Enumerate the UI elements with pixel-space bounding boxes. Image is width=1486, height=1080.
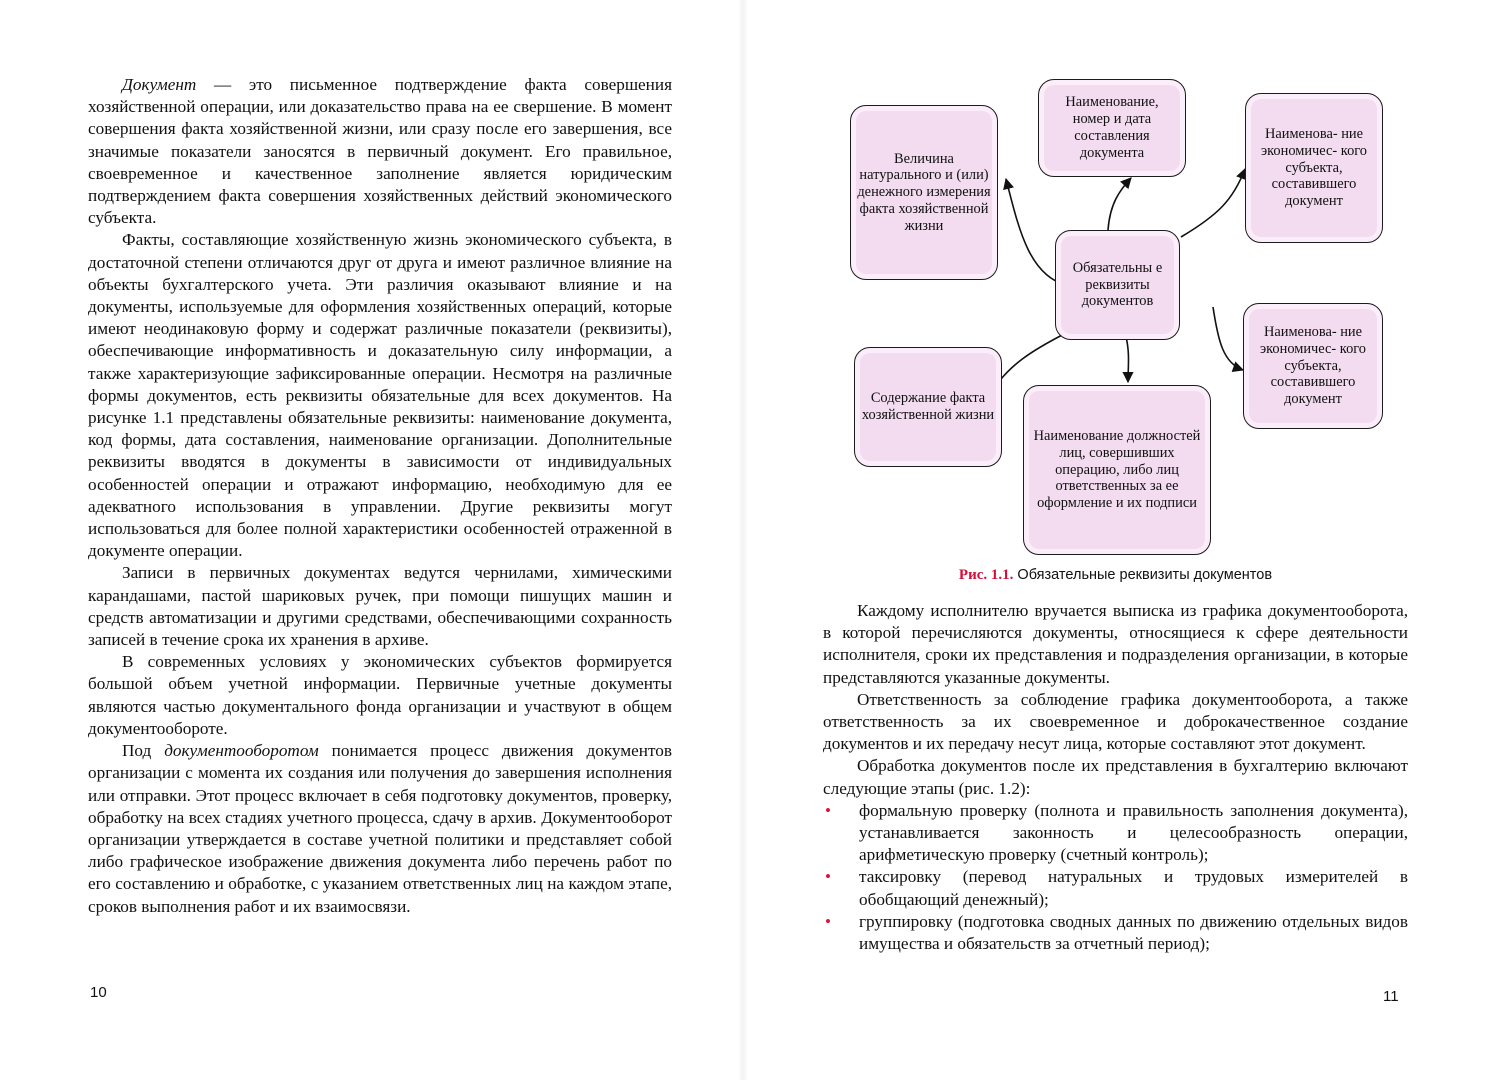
figure-label: Рис. 1.1.: [958, 567, 1014, 583]
arrow-to-bottom-left: [991, 333, 1066, 393]
paragraph-processing-stages: Обработка документов после их представления в бухгалтерию включают следующие этапы (рис. 1.2):: [823, 756, 1408, 798]
arrow-to-mid-right: [1213, 307, 1243, 370]
bullet-icon: •: [825, 911, 831, 931]
box-responsible-persons: Наименование должностей лиц, совершивших операцию, либо лиц ответственных за ее оформление и их подписи: [1023, 385, 1211, 555]
box-measurement-value: Величина натурального и (или) денежного измерения факта хозяйственной жизни: [850, 105, 998, 280]
left-text-column: [88, 74, 672, 918]
processing-stages-list: [823, 800, 1408, 955]
box-economic-entity-top: Наименова- ние экономичес- кого субъекта, составившего документ: [1245, 93, 1383, 243]
paragraph-document-flow: Под документооборотом понимается процесс движения документов организации с момента их создания или получения до завершения исполнения или отправки. Этот процесс включает в себя подготовку документов, проверку, обработку на всех стадиях учетного процесса, сдачу в архив. Документооборот организации утверждается в составе учетной политики и представляет собой либо графическое изображение движения документа либо перечень работ по его составлению и обработке, с указанием ответственных лиц на каждом этапе, сроков выполнения работ и их взаимосвязи.: [88, 741, 672, 916]
arrow-to-top-right: [1181, 169, 1245, 237]
box-fact-content: Содержание факта хозяйственной жизни: [854, 347, 1002, 467]
paragraph-records: Записи в первичных документах ведутся чернилами, химическими карандашами, пастой шариковых ручек, при помощи пишущих машин и средств автоматизации и другими средствами, обеспечивающими сохранность записей в течение срока их хранения в архиве.: [88, 563, 672, 650]
list-item: • группировку (подготовка сводных данных по движению отдельных видов имущества и обязательств за отчетный период);: [825, 911, 1408, 954]
required-attributes-diagram: [838, 75, 1393, 583]
term-document: Документ: [122, 75, 197, 94]
figure-caption: Рис. 1.1. Обязательные реквизиты документов: [958, 567, 1273, 583]
box-required-attributes-center: Обязательны е реквизиты документов: [1055, 230, 1180, 340]
term-document-flow: документооборотом: [164, 741, 319, 761]
page-number-right: 11: [1383, 988, 1399, 1005]
paragraph-modern-conditions: В современных условиях у экономических субъектов формируется большой объем учетной информации. Первичные учетные документы являются частью документального фонда организации и участвуют в общем документообороте.: [88, 652, 672, 738]
box-document-name-number-date: Наименование, номер и дата составления документа: [1038, 79, 1186, 177]
bullet-icon: •: [825, 867, 831, 887]
list-item: • таксировку (перевод натуральных и трудовых измерителей в обобщающий денежный);: [825, 867, 1408, 909]
bullet-icon: •: [825, 800, 831, 820]
arrow-to-bottom-center: [1126, 337, 1129, 382]
paragraph-document-definition: Документ — это письменное подтверждение факта совершения хозяйственной операции, или доказательство права на ее свершение. В момент совершения факта хозяйственной жизни, или сразу после его завершения, все значимые показатели заносятся в первичный документ. Его правильное, своевременное и качественное заполнение является юридическим подтверждением факта совершения хозяйственных действий экономического субъекта.: [88, 75, 672, 228]
box-economic-entity-right: Наименова- ние экономичес- кого субъекта, составившего документ: [1243, 303, 1383, 429]
paragraph-responsibility: Ответственность за соблюдение графика документооборота, а также ответственность за их своевременное и доброкачественное создание документов и их передачу несут лица, которые составляют этот документ.: [823, 689, 1408, 754]
right-page: [743, 0, 1486, 1080]
list-item: • формальную проверку (полнота и правильность заполнения документа), устанавливается законность и целесообразность операции, арифметическую проверку (счетный контроль);: [825, 800, 1408, 865]
page-number-left: 10: [90, 984, 107, 1001]
paragraph-schedule-extract: Каждому исполнителю вручается выписка из графика документооборота, в которой перечисляются документы, относящиеся к сфере деятельности исполнителя, сроки их представления и подразделения организации, в которые представляются указанные документы.: [823, 601, 1408, 687]
right-text-column: [823, 600, 1408, 955]
arrow-to-top-center: [1108, 178, 1131, 230]
paragraph-facts: Факты, составляющие хозяйственную жизнь экономического субъекта, в достаточной степени отличаются друг от друга и имеют различное влияние на объекты бухгалтерского учета. Эти различия оказывают влияние и на документы, используемые для оформления хозяйственных операций, которые имеют неодинаковую форму и содержат различные показатели (реквизиты), обеспечивающие информативность и доказательную силу информации, а также характеризующие зафиксированные операции. Несмотря на различные формы документов, есть реквизиты обязательные для всех документов. На рисунке 1.1 представлены обязательные реквизиты: наименование документа, код формы, дата составления, наименование организации. Дополнительные реквизиты вводятся в документы в зависимости от индивидуальных особенностей операции и отражают информацию, необходимую для ее адекватного использования в управлении. Другие реквизиты могут использоваться для более полной характеристики особенностей отраженной в документе операции.: [88, 230, 672, 561]
